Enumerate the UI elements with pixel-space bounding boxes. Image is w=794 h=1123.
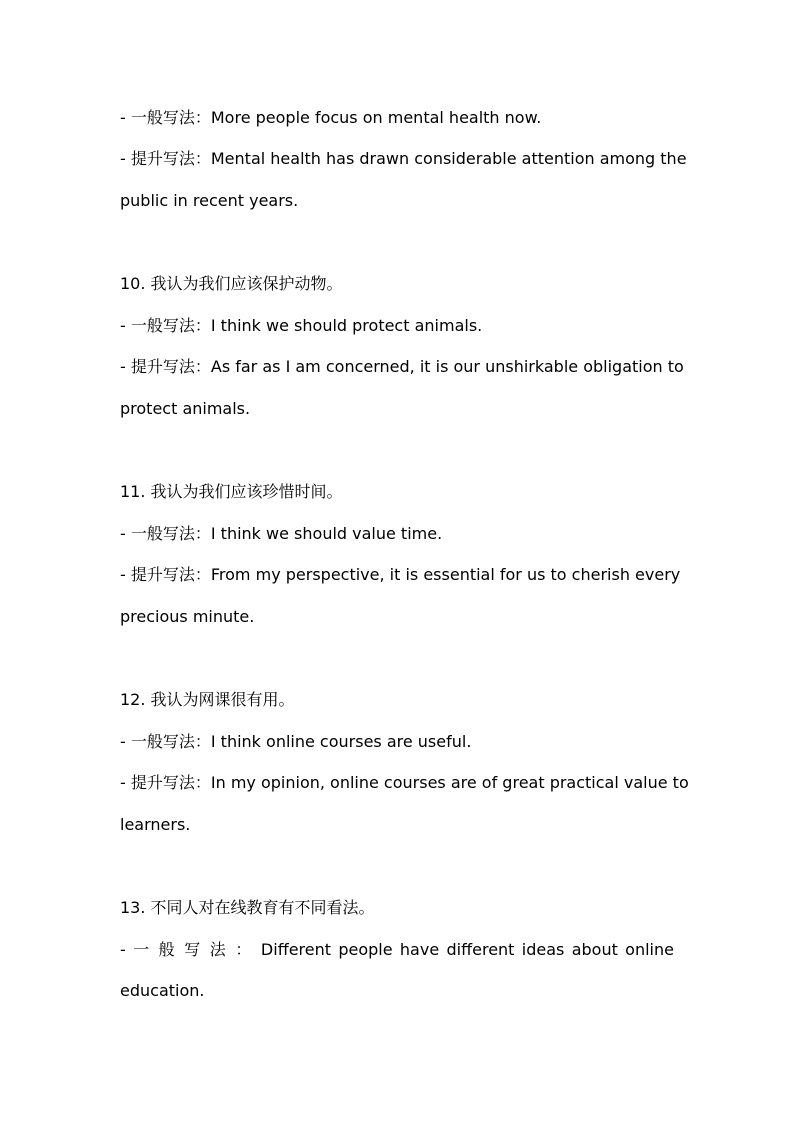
improved-writing-label: - 提升写法： [120, 149, 211, 168]
basic-writing-line [120, 939, 674, 961]
improved-writing-line [120, 772, 689, 794]
improved-writing-line [120, 356, 684, 378]
document-page [120, 0, 689, 1123]
item-heading: 12. 我认为网课很有用。 [120, 690, 295, 709]
basic-writing-label: - 一般写法： [120, 524, 211, 543]
basic-writing-text: Different people have different ideas about online [260, 940, 674, 959]
improved-writing-continuation: public in recent years. [120, 191, 299, 210]
improved-writing-line [120, 148, 687, 170]
basic-writing-line [120, 523, 674, 545]
improved-writing-line [120, 564, 681, 586]
improved-writing-text: From my perspective, it is essential for us to cherish every [210, 565, 681, 584]
improved-writing-text: Mental health has drawn considerable attention among the [210, 149, 687, 168]
basic-writing-text: I think we should value time. [210, 524, 443, 543]
basic-writing-label: - 一 般 写 法 ： [120, 940, 254, 959]
basic-writing-label: - 一般写法： [120, 316, 211, 335]
basic-writing-label: - 一般写法： [120, 108, 211, 127]
basic-writing-text: I think online courses are useful. [210, 732, 472, 751]
item-heading: 11. 我认为我们应该珍惜时间。 [120, 482, 343, 501]
basic-writing-continuation: education. [120, 981, 205, 1000]
basic-writing-text: I think we should protect animals. [210, 316, 483, 335]
basic-writing-line [120, 731, 674, 753]
improved-writing-text: In my opinion, online courses are of great practical value to [210, 773, 689, 792]
item-heading: 13. 不同人对在线教育有不同看法。 [120, 898, 375, 917]
improved-writing-label: - 提升写法： [120, 773, 211, 792]
improved-writing-continuation: learners. [120, 815, 191, 834]
improved-writing-continuation: precious minute. [120, 607, 255, 626]
basic-writing-line [120, 315, 674, 337]
basic-writing-line [120, 107, 674, 129]
improved-writing-label: - 提升写法： [120, 565, 211, 584]
improved-writing-text: As far as I am concerned, it is our unshirkable obligation to [210, 357, 684, 376]
basic-writing-text: More people focus on mental health now. [210, 108, 542, 127]
basic-writing-label: - 一般写法： [120, 732, 211, 751]
improved-writing-continuation: protect animals. [120, 399, 251, 418]
improved-writing-label: - 提升写法： [120, 357, 211, 376]
item-heading: 10. 我认为我们应该保护动物。 [120, 274, 343, 293]
